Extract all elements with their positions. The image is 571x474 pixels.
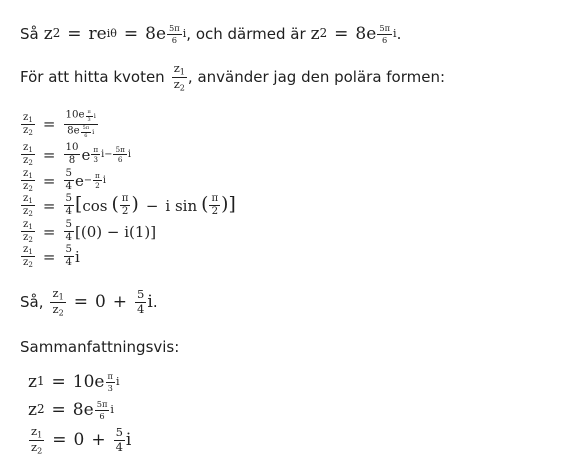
derivation-step-2 <box>20 143 131 167</box>
exp-i: i <box>393 27 397 41</box>
exp-minus: − <box>104 148 113 160</box>
frac-num <box>64 110 98 125</box>
frac-den <box>21 232 35 243</box>
frac-num: 5 <box>137 286 145 301</box>
coef-fraction <box>64 143 81 166</box>
frac-num <box>21 113 35 125</box>
math-z2-result <box>311 24 397 44</box>
derivation-step-5 <box>20 220 156 244</box>
frac-den: 4 <box>137 301 145 316</box>
var-z: z <box>310 23 320 44</box>
frac-num: 5π <box>115 144 125 154</box>
var-z: z <box>52 285 59 300</box>
frac-den <box>21 125 35 136</box>
frac-den: 2 <box>95 181 100 191</box>
frac-den: 6 <box>99 410 105 421</box>
coef-fraction <box>64 194 74 217</box>
exp-i: i <box>102 174 106 186</box>
index-1: 1 <box>179 66 185 77</box>
exp-i: i <box>92 128 95 137</box>
close-paren: ) <box>131 194 139 216</box>
equals-sign: = <box>52 430 67 451</box>
index-2: 2 <box>36 402 45 417</box>
coef-fraction <box>64 220 74 243</box>
var-z: z <box>31 424 38 438</box>
lhs-fraction <box>21 169 35 193</box>
exp-fraction <box>81 126 91 139</box>
exponent-fraction <box>377 24 392 44</box>
equals-sign: = <box>73 291 88 312</box>
equals-sign: = <box>67 23 82 44</box>
frac-num: 5π <box>82 124 90 131</box>
i-sin-function: i sin <box>165 196 198 215</box>
var-z: z <box>23 111 29 123</box>
lhs-fraction <box>21 220 35 244</box>
frac-num: 5 <box>115 424 123 439</box>
frac-den: 4 <box>65 206 72 218</box>
var-z: z <box>23 168 29 179</box>
text-end: . <box>396 24 402 43</box>
paragraph-result <box>20 287 158 317</box>
frac-num: π <box>120 194 131 206</box>
var-z: z <box>43 23 53 44</box>
math-z2-expression <box>44 24 187 44</box>
exponent-fraction <box>167 24 182 44</box>
close-paren: ) <box>221 194 229 216</box>
exp-fraction <box>86 110 93 123</box>
coef-8e: 8e <box>355 23 377 44</box>
var-z: z <box>173 60 180 75</box>
frac-num: π <box>107 371 113 382</box>
text-prefix: Så <box>20 24 39 43</box>
index-2: 2 <box>179 81 185 92</box>
index-2: 2 <box>28 158 33 168</box>
index-2: 2 <box>58 306 64 317</box>
frac-den: 8 <box>68 155 76 167</box>
coef-10e: 10e <box>72 372 105 392</box>
index-2: 2 <box>28 184 33 194</box>
summary-heading: Sammanfattningsvis: <box>20 337 180 356</box>
frac-num: 5 <box>64 245 74 257</box>
fraction-z1-z2 <box>172 60 187 92</box>
exp-fraction-b <box>113 146 126 164</box>
frac-num: π <box>95 170 100 180</box>
lhs-fraction <box>21 194 35 218</box>
var-z: z <box>23 142 29 153</box>
index-1: 1 <box>36 374 45 389</box>
equals-sign: = <box>42 115 56 134</box>
index-1: 1 <box>58 291 64 302</box>
index-1: 1 <box>28 171 33 181</box>
exponent <box>376 24 396 44</box>
coef: 8e <box>67 125 80 137</box>
derivation-step-4 <box>20 194 236 218</box>
coef-fraction <box>64 245 74 268</box>
index-2: 2 <box>28 260 33 270</box>
frac-den <box>21 257 35 268</box>
frac-den: 3 <box>107 382 113 393</box>
exponent <box>105 372 120 392</box>
frac-num: 5π <box>96 399 108 410</box>
var-z: z <box>23 181 29 193</box>
frac-num <box>21 245 35 257</box>
lhs-fraction <box>21 245 35 269</box>
frac-den <box>172 78 187 92</box>
open-paren: ( <box>111 194 119 216</box>
var-z: z <box>23 244 29 255</box>
real-part: 0 <box>94 291 106 312</box>
exponent <box>85 110 96 123</box>
equals-sign: = <box>51 372 66 392</box>
exp-i: i <box>101 148 105 160</box>
base-e: e <box>81 145 91 164</box>
paragraph-z2-definition <box>20 19 401 49</box>
coef-8e: 8e <box>145 23 167 44</box>
derivation-step-6 <box>20 245 80 269</box>
open-paren: ( <box>201 194 209 216</box>
frac-num <box>21 194 35 206</box>
index-2: 2 <box>28 235 33 245</box>
frac-den: 6 <box>171 34 178 45</box>
exp-fraction-a <box>91 146 100 164</box>
summary-z1 <box>28 372 119 392</box>
exponent-itheta: iθ <box>106 27 117 41</box>
frac-den <box>50 303 65 317</box>
equals-sign: = <box>42 145 56 164</box>
equals-sign: = <box>51 400 66 420</box>
frac-den: 6 <box>84 132 88 139</box>
imaginary-unit: i <box>125 430 132 451</box>
index-2: 2 <box>52 26 61 41</box>
equals-sign: = <box>42 222 56 241</box>
var-z: z <box>28 372 37 392</box>
frac-den <box>21 155 35 166</box>
fraction-z1-z2 <box>29 426 44 454</box>
math-z1-over-z2 <box>171 60 188 92</box>
index-1: 1 <box>37 429 43 440</box>
frac-den: 6 <box>117 155 123 165</box>
index-2: 2 <box>28 128 33 138</box>
imaginary-unit: i <box>74 247 80 266</box>
frac-den: 6 <box>382 34 388 45</box>
arg-fraction <box>209 194 220 217</box>
text-middle: , och därmed är <box>186 24 306 43</box>
plus-sign: + <box>112 291 128 312</box>
exponent <box>80 126 95 139</box>
coef: 10e <box>65 109 85 121</box>
var-z: z <box>23 232 29 244</box>
text-end: . <box>152 292 158 311</box>
text-before: För att hitta kvoten <box>20 67 165 86</box>
frac-num <box>172 60 187 78</box>
frac-num <box>29 426 44 441</box>
index-1: 1 <box>28 196 33 206</box>
frac-den: 3 <box>93 155 99 165</box>
index-1: 1 <box>28 145 33 155</box>
frac-den: 4 <box>115 439 123 454</box>
fraction-z1-z2 <box>50 285 65 317</box>
frac-num <box>21 220 35 232</box>
frac-den <box>29 441 44 455</box>
frac-den: 3 <box>87 116 91 123</box>
exp-i: i <box>115 375 120 389</box>
lhs-fraction <box>21 143 35 167</box>
var-z: z <box>52 301 59 316</box>
var-z: z <box>23 155 29 167</box>
derivation-step-3 <box>20 169 106 193</box>
exp-fraction <box>106 372 115 392</box>
plus-sign: + <box>91 430 106 451</box>
imaginary-unit: i <box>147 291 153 312</box>
open-bracket: [ <box>74 194 83 216</box>
math-result <box>49 285 153 317</box>
equals-sign: = <box>334 23 349 44</box>
frac-den: 2 <box>121 206 129 218</box>
lhs-fraction <box>21 113 35 137</box>
paragraph-summary-heading <box>20 332 179 362</box>
frac-num: π <box>93 144 99 154</box>
frac-num: 5 <box>64 220 74 232</box>
summary-ratio <box>28 426 131 454</box>
frac-num: 5 <box>64 169 74 181</box>
frac-den <box>21 206 35 217</box>
var-z: z <box>23 124 29 136</box>
equals-sign: = <box>123 23 139 44</box>
derivation-step-1 <box>20 110 99 139</box>
exp-fraction <box>95 400 110 420</box>
var-z: z <box>23 206 29 218</box>
cos-function: cos <box>82 196 108 215</box>
frac-num <box>50 285 65 303</box>
frac-den <box>21 181 35 192</box>
var-z: z <box>173 76 180 91</box>
frac-den: 2 <box>211 206 219 218</box>
exp-i: i <box>127 148 132 160</box>
imag-fraction <box>114 424 125 454</box>
exponent <box>94 400 114 420</box>
real-part: 0 <box>73 430 85 451</box>
exponent <box>166 24 186 44</box>
var-z: z <box>23 219 29 230</box>
rhs-fraction <box>64 110 98 139</box>
index-2: 2 <box>319 26 328 41</box>
var-z: z <box>23 257 29 269</box>
summary-z2 <box>28 400 114 420</box>
frac-num: 5 <box>64 194 74 206</box>
frac-num: 10 <box>64 143 81 155</box>
frac-num: π <box>87 109 91 115</box>
index-1: 1 <box>28 247 33 257</box>
exp-i: i <box>110 403 114 417</box>
frac-num: 5π <box>379 23 391 34</box>
frac-num <box>21 169 35 181</box>
text-after: , använder jag den polära formen: <box>187 67 446 86</box>
frac-num <box>21 143 35 155</box>
arg-fraction <box>120 194 131 217</box>
index-1: 1 <box>28 114 33 124</box>
frac-den: 4 <box>65 257 72 269</box>
index-1: 1 <box>28 222 33 232</box>
exp-i: i <box>182 27 187 41</box>
exp-i: i <box>93 112 96 121</box>
equals-sign: = <box>42 247 56 266</box>
coef-fraction <box>64 169 74 192</box>
frac-den: 4 <box>65 181 72 193</box>
frac-den <box>65 125 96 139</box>
frac-num: π <box>209 194 220 206</box>
exponent <box>90 146 131 164</box>
equals-sign: = <box>42 171 56 190</box>
index-2: 2 <box>37 444 43 455</box>
minus-sign: − <box>145 196 159 215</box>
polar-r: re <box>88 23 107 44</box>
exponent <box>84 172 106 190</box>
coef-8e: 8e <box>72 400 94 420</box>
paragraph-quotient-intro <box>20 62 445 92</box>
exp-fraction <box>93 172 102 190</box>
text-prefix: Så, <box>20 292 44 311</box>
base-e: e <box>74 171 84 190</box>
exp-minus: − <box>83 174 93 186</box>
imag-fraction <box>135 286 146 316</box>
var-z: z <box>28 400 37 420</box>
index-2: 2 <box>28 209 33 219</box>
var-z: z <box>31 439 38 454</box>
bracket-expression: [(0) − i(1)] <box>74 222 157 241</box>
var-z: z <box>23 193 29 204</box>
frac-den: 4 <box>65 232 72 244</box>
frac-num: 5π <box>169 23 180 34</box>
close-bracket: ] <box>228 194 236 216</box>
equals-sign: = <box>42 196 56 215</box>
